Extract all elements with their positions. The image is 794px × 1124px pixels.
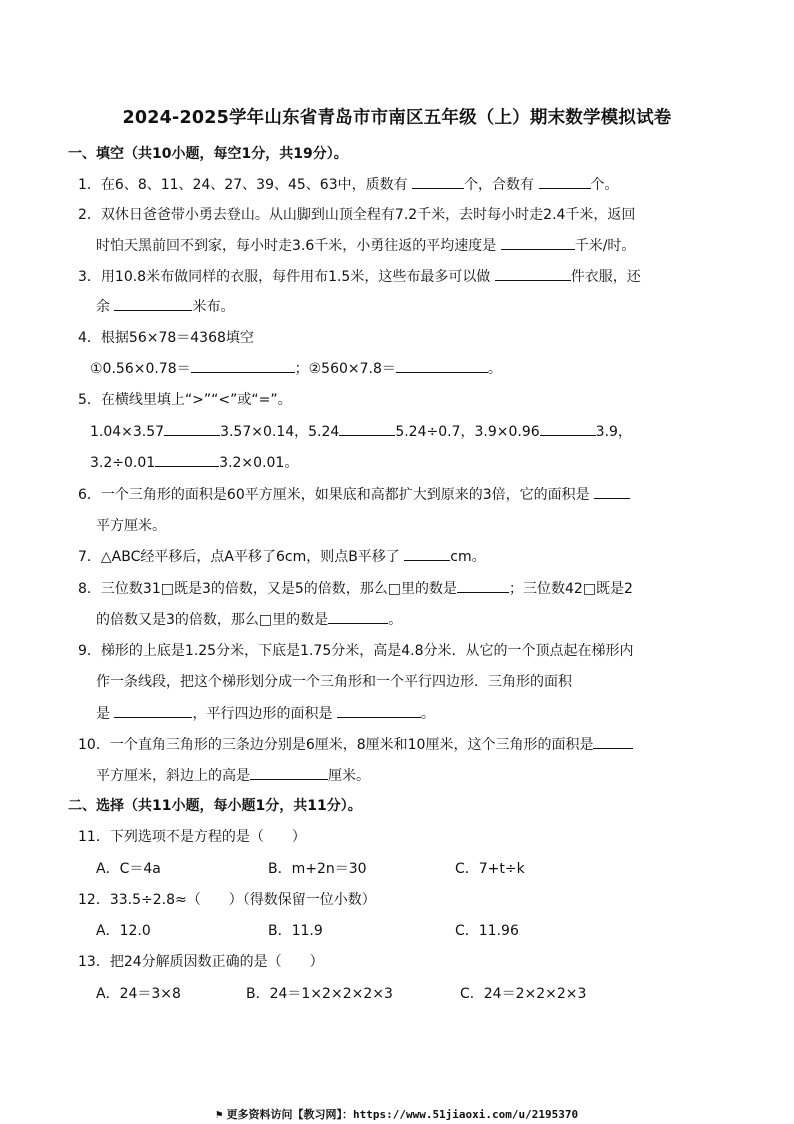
q7-blank-distance[interactable] (404, 548, 450, 561)
q1-blank-composites[interactable] (539, 176, 591, 189)
q7-text-b: cm。 (450, 549, 486, 565)
question-8-line-2 (96, 611, 402, 629)
q5-text-b: 3.57×0.14，5.24 (220, 424, 340, 440)
q1-text-c: 个。 (590, 177, 619, 193)
flag-icon: ⚑ (215, 1108, 223, 1121)
q3-blank-count[interactable] (495, 268, 571, 281)
q7-text-a: 7．△ABC经平移后，点A平移了6cm，则点B平移了 (78, 549, 400, 565)
q8-blank-1[interactable] (457, 580, 509, 593)
q10-blank-area[interactable] (593, 736, 633, 749)
q4-text-a: ①0.56×0.78＝ (90, 361, 191, 377)
question-13-stem: 13．把24分解质因数正确的是（ ） (78, 954, 324, 970)
q9-text-c: 。 (420, 706, 435, 722)
q4-blank-2[interactable] (396, 360, 488, 373)
question-9-line-2: 作一条线段，把这个梯形划分成一个三角形和一个平行四边形．三角形的面积 (96, 674, 572, 690)
q10-blank-height[interactable] (250, 767, 328, 780)
q12-option-b[interactable]: B．11.9 (268, 923, 323, 939)
footer-text: 更多资料访问【教习网】：https://www.51jiaoxi.com/u/2195370 (226, 1108, 579, 1121)
question-2-line-2 (96, 237, 635, 255)
q13-option-b[interactable]: B．24＝1×2×2×2×3 (246, 986, 393, 1002)
q6-text-a: 6．一个三角形的面积是60平方厘米，如果底和高都扩大到原来的3倍，它的面积是 (78, 487, 590, 503)
question-6-line-1 (78, 486, 630, 504)
question-12-stem: 12．33.5÷2.8≈（ ）（得数保留一位小数） (78, 892, 376, 908)
q10-text-c: 厘米。 (328, 768, 370, 784)
question-6-line-2: 平方厘米。 (96, 518, 166, 534)
q12-option-a[interactable]: A．12.0 (96, 923, 151, 939)
q3-blank-remainder[interactable] (114, 298, 192, 311)
question-5-line-3 (90, 454, 298, 472)
q9-text-b: ，平行四边形的面积是 (192, 706, 333, 722)
q9-blank-parallelogram[interactable] (337, 705, 421, 718)
q6-blank-area[interactable] (594, 486, 630, 499)
footer-source-link[interactable] (0, 1106, 794, 1122)
q9-text-a: 是 (96, 706, 110, 722)
q5-blank-1[interactable] (164, 423, 220, 436)
q4-text-b: ；②560×7.8＝ (294, 361, 396, 377)
q13-option-a[interactable]: A．24＝3×8 (96, 986, 181, 1002)
question-9-line-3 (96, 705, 435, 723)
q1-text-a: 1．在6、8、11、24、27、39、45、63中，质数有 (78, 177, 408, 193)
q9-blank-triangle[interactable] (114, 705, 192, 718)
page-title: 2024-2025学年山东省青岛市市南区五年级（上）期末数学模拟试卷 (122, 108, 672, 128)
q1-text-b: 个，合数有 (464, 177, 535, 193)
q5-blank-2[interactable] (339, 423, 395, 436)
q3-text-c: 余 (96, 299, 110, 315)
section-heading-choice: 二、选择（共11小题，每小题1分，共11分）。 (68, 798, 362, 814)
q11-option-a[interactable]: A．C＝4a (96, 861, 161, 877)
q2-blank-speed[interactable] (501, 237, 575, 250)
question-4-line-2 (90, 360, 502, 378)
q5-blank-3[interactable] (540, 423, 596, 436)
q10-text-b: 平方厘米，斜边上的高是 (96, 768, 250, 784)
q13-option-c[interactable]: C．24＝2×2×2×3 (460, 986, 587, 1002)
q4-text-c: 。 (487, 361, 502, 377)
q10-text-a: 10．一个直角三角形的三条边分别是6厘米，8厘米和10厘米，这个三角形的面积是 (78, 737, 594, 753)
q1-blank-primes[interactable] (412, 176, 464, 189)
question-10-line-2 (96, 767, 370, 785)
q12-option-c[interactable]: C．11.96 (455, 923, 519, 939)
q2-text-a: 时怕天黑前回不到家，每小时走3.6千米，小勇往返的平均速度是 (96, 238, 497, 254)
question-10-line-1 (78, 736, 633, 754)
question-5-line-1: 5．在横线里填上“>”“<”或“=”。 (78, 392, 292, 408)
question-11-stem: 11．下列选项不是方程的是（ ） (78, 829, 306, 845)
q5-text-e: 3.2÷0.01 (90, 455, 156, 471)
q5-text-f: 3.2×0.01。 (219, 455, 299, 471)
question-5-line-2 (90, 423, 632, 441)
question-4-line-1: 4．根据56×78＝4368填空 (78, 330, 254, 346)
q3-text-a: 3．用10.8米布做同样的衣服，每件用布1.5米，这些布最多可以做 (78, 269, 491, 285)
q5-blank-4[interactable] (155, 454, 219, 467)
question-9-line-1: 9．梯形的上底是1.25分米，下底是1.75分米，高是4.8分米．从它的一个顶点起在梯形内 (78, 643, 634, 659)
q4-blank-1[interactable] (191, 360, 295, 373)
question-2-line-1: 2．双休日爸爸带小勇去登山。从山脚到山顶全程有7.2千米，去时每小时走2.4千米，返回 (78, 207, 636, 223)
section-heading-fill-blank: 一、填空（共10小题，每空1分，共19分）。 (68, 146, 348, 162)
q8-text-b: ；三位数42□既是2 (509, 581, 633, 597)
question-8-line-1 (78, 580, 633, 598)
q8-text-d: 。 (388, 612, 403, 628)
q5-text-c: 5.24÷0.7，3.9×0.96 (395, 424, 540, 440)
q5-text-d: 3.9， (595, 424, 632, 440)
q3-text-b: 件衣服，还 (570, 269, 641, 285)
q8-blank-2[interactable] (328, 611, 388, 624)
question-3-line-2 (96, 298, 234, 316)
q2-text-b: 千米/时。 (574, 238, 636, 254)
question-3-line-1 (78, 268, 641, 286)
q11-option-b[interactable]: B．m+2n＝30 (268, 861, 367, 877)
question-7 (78, 548, 486, 566)
q8-text-c: 的倍数又是3的倍数，那么□里的数是 (96, 612, 329, 628)
q3-text-d: 米布。 (192, 299, 235, 315)
q8-text-a: 8．三位数31□既是3的倍数，又是5的倍数，那么□里的数是 (78, 581, 457, 597)
q5-text-a: 1.04×3.57 (90, 424, 165, 440)
question-1 (78, 176, 619, 194)
q11-option-c[interactable]: C．7+t÷k (455, 861, 525, 877)
